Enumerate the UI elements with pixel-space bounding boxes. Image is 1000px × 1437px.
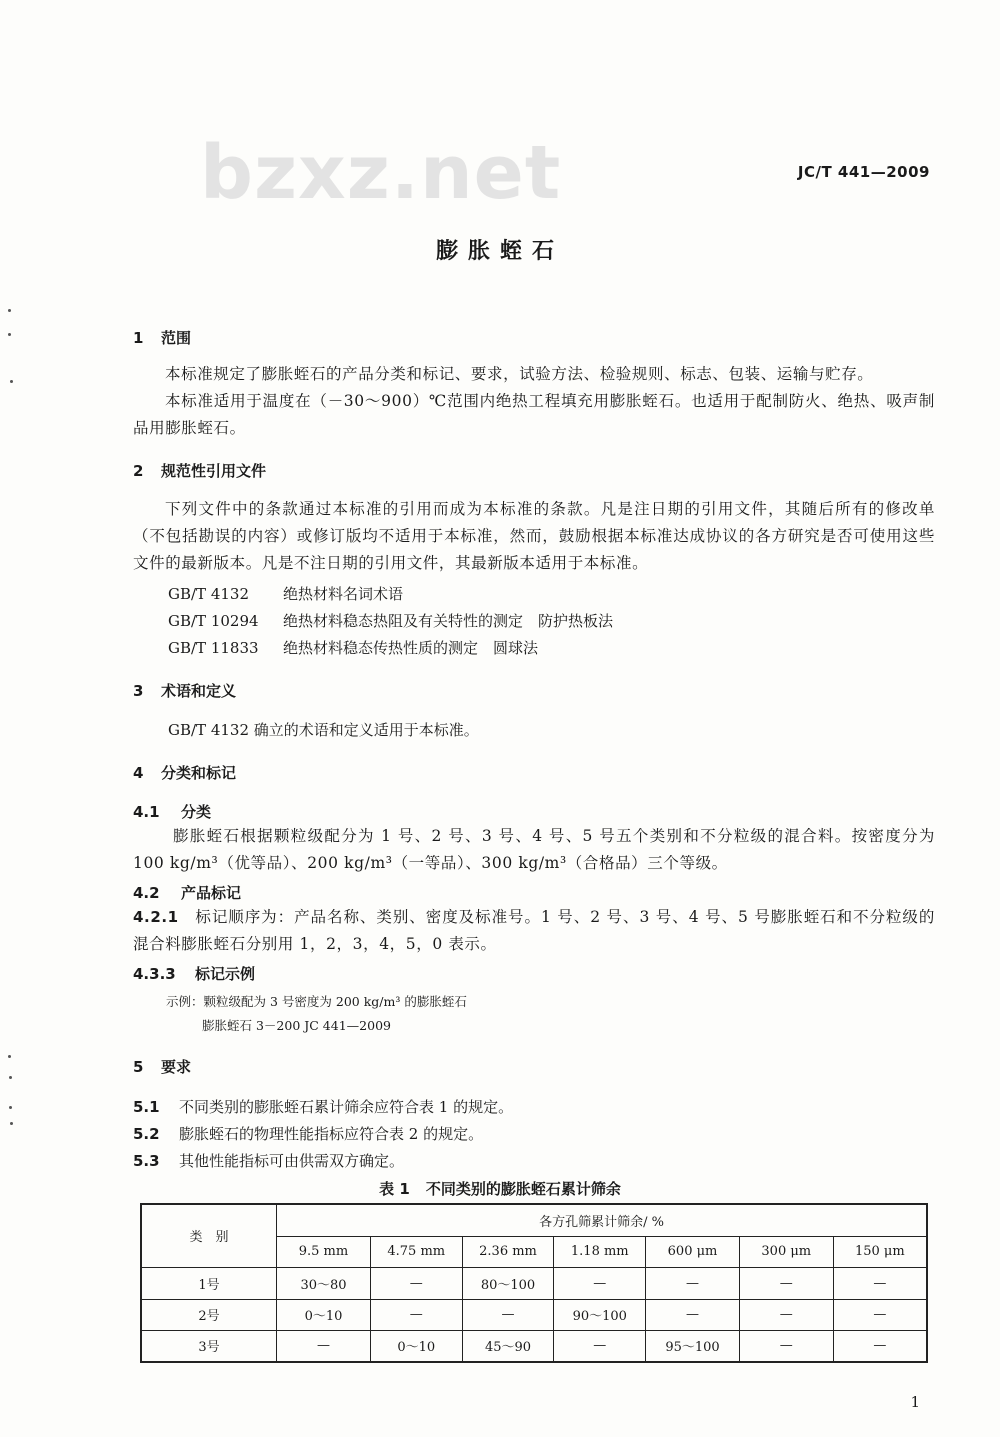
reference-title: 绝热材料稳态热阻及有关特性的测定 防护热板法	[283, 612, 614, 630]
table-cell: —	[833, 1330, 927, 1362]
subsection-4-2-heading	[133, 882, 241, 903]
table-cell: —	[554, 1267, 646, 1299]
subsection-number: 4.3.3	[133, 965, 176, 983]
subsection-title: 分类	[181, 803, 212, 821]
section-number: 4	[133, 764, 144, 782]
standard-code: JC/T 441—2009	[797, 163, 930, 181]
marking-example-line-1: 示例：颗粒级配为 3 号密度为 200 kg/m³ 的膨胀蛭石	[166, 994, 467, 1009]
column-header: 4.75 mm	[370, 1236, 462, 1267]
section-2-heading	[133, 460, 266, 481]
requirement-item	[133, 1096, 513, 1117]
section-3-paragraph: GB/T 4132 确立的术语和定义适用于本标准。	[168, 721, 479, 739]
column-header: 1.18 mm	[554, 1236, 646, 1267]
requirement-text: 膨胀蛭石的物理性能指标应符合表 2 的规定。	[179, 1125, 484, 1143]
table-row	[141, 1267, 927, 1299]
table-header-row	[141, 1204, 927, 1236]
subsection-number: 4.2.1	[133, 908, 179, 926]
scan-mark	[10, 1122, 13, 1125]
column-header: 300 μm	[739, 1236, 833, 1267]
table-cell: 30～80	[277, 1267, 371, 1299]
subsection-4-1-text: 膨胀蛭石根据颗粒级配分为 1 号、2 号、3 号、4 号、5 号五个类别和不分粒级的混合料。按密度分为 100 kg/m³（优等品）、200 kg/m³（一等品）、300 kg/m³（合格品）三个等级。	[133, 827, 935, 872]
requirement-item	[133, 1150, 404, 1171]
subsection-4-1-heading	[133, 801, 211, 822]
watermark: bzxz.net	[200, 130, 562, 216]
subsection-title: 产品标记	[181, 884, 242, 902]
requirement-text: 不同类别的膨胀蛭石累计筛余应符合表 1 的规定。	[179, 1098, 514, 1116]
section-1-paragraph-2: 本标准适用于温度在（－30～900）℃范围内绝热工程填充用膨胀蛭石。也适用于配制防火、绝热、吸声制品用膨胀蛭石。	[133, 392, 935, 437]
section-1-heading	[133, 327, 191, 348]
scan-mark	[10, 380, 13, 383]
section-1-paragraph-1: 本标准规定了膨胀蛭石的产品分类和标记、要求，试验方法、检验规则、标志、包装、运输与贮存。	[165, 365, 874, 383]
table-cell: 45～90	[462, 1330, 554, 1362]
requirement-number: 5.3	[133, 1152, 160, 1170]
column-header: 600 μm	[646, 1236, 740, 1267]
section-title: 规范性引用文件	[161, 462, 267, 480]
sieve-group-header: 各方孔筛累计筛余/ %	[277, 1204, 927, 1236]
section-number: 2	[133, 462, 144, 480]
table-row	[141, 1299, 927, 1330]
table-cell: —	[833, 1267, 927, 1299]
section-2-paragraph: 下列文件中的条款通过本标准的引用而成为本标准的条款。凡是注日期的引用文件，其随后所有的修改单（不包括勘误的内容）或修订版均不适用于本标准，然而，鼓励根据本标准达成协议的各方研究是否可使用这些文件的最新版本。凡是不注日期的引用文件，其最新版本适用于本标准。	[133, 500, 935, 572]
requirement-number: 5.2	[133, 1125, 160, 1143]
subsection-number: 4.1	[133, 803, 160, 821]
section-number: 5	[133, 1058, 144, 1076]
column-header: 9.5 mm	[277, 1236, 371, 1267]
table-cell: —	[739, 1330, 833, 1362]
subsection-4-3-3-heading	[133, 963, 255, 984]
section-number: 3	[133, 682, 144, 700]
table-cell: —	[370, 1299, 462, 1330]
table-cell: 0～10	[277, 1299, 371, 1330]
reference-title: 绝热材料稳态传热性质的测定 圆球法	[283, 639, 539, 657]
section-title: 要求	[161, 1058, 192, 1076]
table-cell: —	[833, 1299, 927, 1330]
row-category: 2号	[141, 1299, 277, 1330]
table-cell: —	[739, 1299, 833, 1330]
table-cell: —	[646, 1267, 740, 1299]
table-cell: 95～100	[646, 1330, 740, 1362]
section-title: 分类和标记	[161, 764, 237, 782]
table-cell: 90～100	[554, 1299, 646, 1330]
table-cell: —	[462, 1299, 554, 1330]
table-cell: —	[646, 1299, 740, 1330]
section-4-heading	[133, 762, 236, 783]
row-category: 3号	[141, 1330, 277, 1362]
table-cell: —	[554, 1330, 646, 1362]
column-header: 2.36 mm	[462, 1236, 554, 1267]
page-number: 1	[910, 1393, 920, 1411]
marking-example-line-2: 膨胀蛭石 3－200 JC 441—2009	[202, 1018, 391, 1033]
document-title: 膨胀蛭石	[435, 239, 564, 264]
requirement-item	[133, 1123, 483, 1144]
table-cell: —	[739, 1267, 833, 1299]
scan-mark	[8, 309, 11, 312]
subsection-4-2-1-text: 标记顺序为：产品名称、类别、密度及标准号。1 号、2 号、3 号、4 号、5 号膨胀蛭石和不分粒级的混合料膨胀蛭石分别用 1，2，3，4，5，0 表示。	[133, 908, 935, 953]
column-header: 150 μm	[833, 1236, 927, 1267]
table-cell: —	[370, 1267, 462, 1299]
reference-item	[168, 610, 613, 631]
table-cell: 0～10	[370, 1330, 462, 1362]
table-caption-number: 表 1	[379, 1180, 410, 1198]
scan-mark	[9, 1076, 12, 1079]
subsection-number: 4.2	[133, 884, 160, 902]
reference-code: GB/T 4132	[168, 585, 250, 603]
reference-code: GB/T 10294	[168, 612, 259, 630]
subsection-4-2-1-paragraph	[133, 904, 935, 958]
reference-code: GB/T 11833	[168, 639, 259, 657]
row-category: 1号	[141, 1267, 277, 1299]
sieve-residue-table	[140, 1203, 928, 1363]
scan-mark	[9, 1106, 12, 1109]
section-number: 1	[133, 329, 144, 347]
reference-item	[168, 637, 538, 658]
table-cell: —	[277, 1330, 371, 1362]
subsection-title: 标记示例	[195, 965, 256, 983]
section-5-heading	[133, 1056, 191, 1077]
category-header: 类 别	[141, 1204, 277, 1267]
table-1-caption	[0, 1178, 1000, 1199]
table-cell: 80～100	[462, 1267, 554, 1299]
section-title: 范围	[161, 329, 192, 347]
reference-title: 绝热材料名词术语	[283, 585, 404, 603]
section-title: 术语和定义	[161, 682, 237, 700]
table-caption-title: 不同类别的膨胀蛭石累计筛余	[425, 1180, 621, 1198]
scan-mark	[8, 333, 11, 336]
section-3-heading	[133, 680, 236, 701]
reference-item	[168, 583, 403, 604]
requirement-number: 5.1	[133, 1098, 160, 1116]
requirement-text: 其他性能指标可由供需双方确定。	[179, 1152, 405, 1170]
scan-mark	[8, 1055, 11, 1058]
table-row	[141, 1330, 927, 1362]
